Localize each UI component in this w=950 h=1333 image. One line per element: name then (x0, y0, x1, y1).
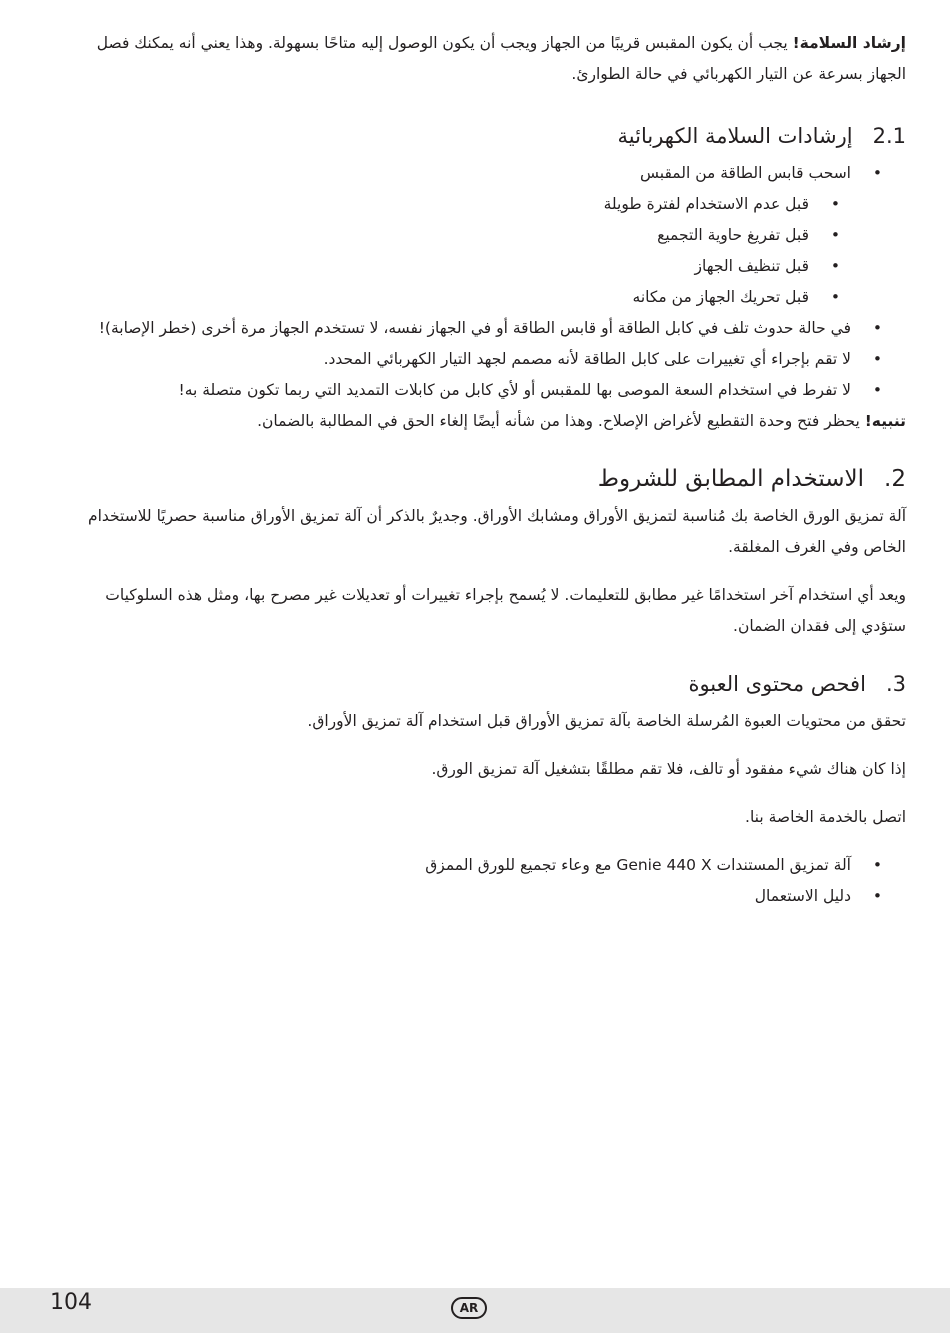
unplug-conditions-list (66, 189, 906, 313)
heading-electrical-safety (66, 116, 906, 156)
check-contents-paragraph: تحقق من محتويات العبوة المُرسلة الخاصة بآلة تمزيق الأوراق قبل استخدام آلة تمزيق الأوراق. (307, 712, 906, 730)
list-item: • اسحب قابس الطاقة من المقبس (66, 158, 906, 189)
electrical-warnings-list (66, 313, 906, 406)
caution-note (66, 406, 906, 437)
missing-parts-paragraph: إذا كان هناك شيء مفقود أو تالف، فلا تقم مطلقًا بتشغيل آلة تمزيق الورق. (431, 760, 906, 778)
safety-note (66, 28, 906, 90)
page-content (66, 28, 906, 912)
caution-label: تنبيه! (864, 412, 906, 430)
intended-use-paragraph: آلة تمزيق الورق الخاصة بك مُناسبة لتمزيق الأوراق ومشابك الأوراق. وجديرٌ بالذكر أن آلة تمزيق الأوراق مناسبة حصريًا للاستخدام الخاص وفي الغرف المغلقة. (87, 507, 906, 556)
list-item: • دليل الاستعمال (66, 881, 906, 912)
package-contents-list (66, 850, 906, 912)
safety-note-text: يجب أن يكون المقبس قريبًا من الجهاز ويجب أن يكون الوصول إليه متاحًا بسهولة. وهذا يعني أنه يمكنك فصل الجهاز بسرعة عن التيار الكهربائي في حالة الطوارئ. (96, 34, 906, 83)
list-item: • لا تفرط في استخدام السعة الموصى بها للمقبس أو لأي كابل من كابلات التمديد التي ربما تكون متصلة به! (66, 375, 906, 406)
list-item: • قبل تحريك الجهاز من مكانه (66, 282, 906, 313)
safety-note-label: إرشاد السلامة! (792, 34, 906, 52)
section-number: 2.1 (872, 124, 906, 148)
contact-service-paragraph: اتصل بالخدمة الخاصة بنا. (745, 808, 906, 826)
caution-text: يحظر فتح وحدة التقطيع لأغراض الإصلاح. وهذا من شأنه أيضًا إلغاء الحق في المطالبة بالضمان. (257, 412, 865, 430)
section-number: 3. (885, 672, 906, 696)
list-item: • في حالة حدوث تلف في كابل الطاقة أو قابس الطاقة أو في الجهاز نفسه، لا تستخدم الجهاز مرة أخرى (خطر الإصابة)! (66, 313, 906, 344)
list-item: • قبل تفريغ حاوية التجميع (66, 220, 906, 251)
list-item: • آلة تمزيق المستندات Genie 440 X مع وعاء تجميع للورق الممزق (66, 850, 906, 881)
section-title: الاستخدام المطابق للشروط (597, 466, 865, 492)
electrical-safety-list (66, 158, 906, 189)
section-title: افحص محتوى العبوة (688, 672, 866, 696)
language-badge: AR (451, 1297, 487, 1319)
heading-intended-use (66, 459, 906, 499)
page-number: 104 (50, 1290, 92, 1315)
section-title: إرشادات السلامة الكهربائية (617, 124, 853, 148)
heading-package-contents (66, 664, 906, 704)
list-item: • قبل تنظيف الجهاز (66, 251, 906, 282)
list-item: • لا تقم بإجراء أي تغييرات على كابل الطاقة لأنه مصمم لجهد التيار الكهربائي المحدد. (66, 344, 906, 375)
section-number: 2. (884, 466, 906, 492)
list-item: • قبل عدم الاستخدام لفترة طويلة (66, 189, 906, 220)
improper-use-paragraph: ويعد أي استخدام آخر استخدامًا غير مطابق للتعليمات. لا يُسمح بإجراء تغييرات أو تعديلات غير مصرح بها، ومثل هذه السلوكيات ستؤدي إلى فقدان الضمان. (105, 586, 906, 635)
